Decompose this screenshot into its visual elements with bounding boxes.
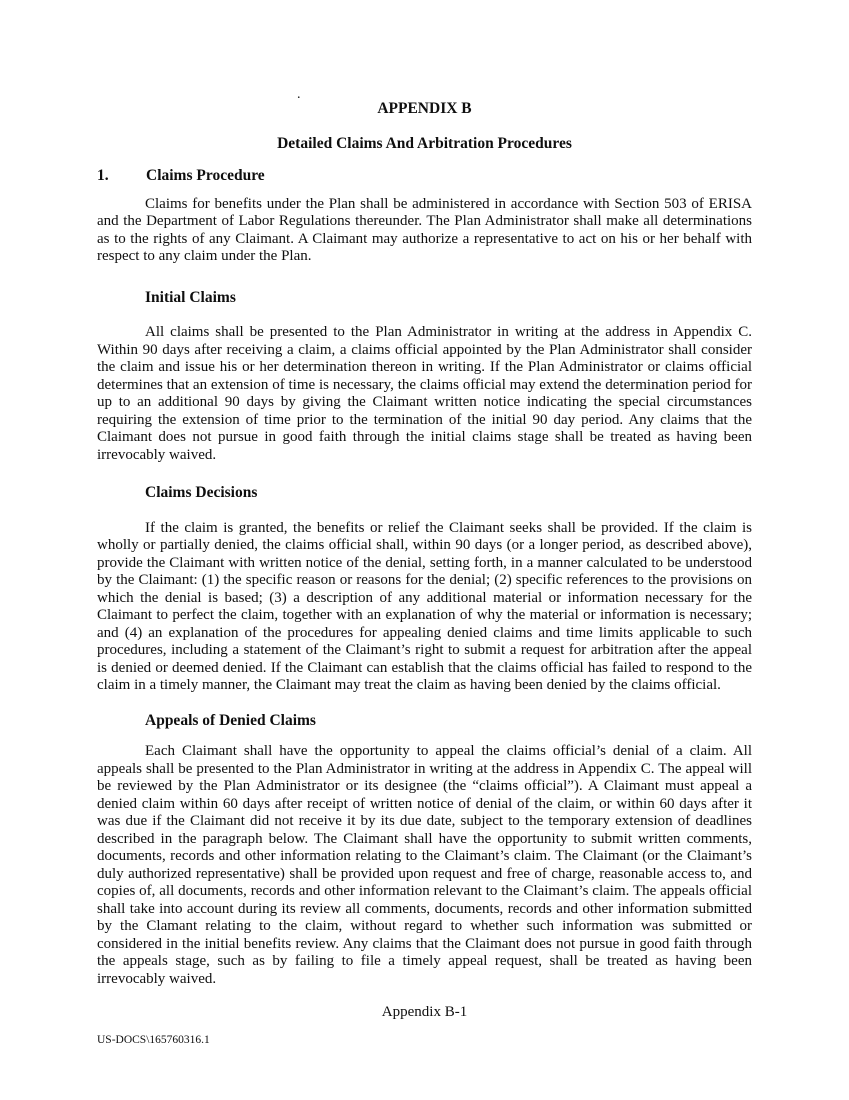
page-subtitle: Detailed Claims And Arbitration Procedures	[277, 134, 572, 152]
document-body	[97, 100, 752, 988]
footer-page-label: Appendix B-1	[381, 1004, 468, 1020]
stray-scan-mark: .	[297, 87, 301, 102]
section-number: 1.	[97, 167, 109, 184]
footer-document-number: US-DOCS\165760316.1	[97, 1034, 210, 1046]
subheading-appeals-of-denied-claims: Appeals of Denied Claims	[145, 711, 316, 729]
subheading-initial-claims: Initial Claims	[145, 288, 236, 306]
subheading-claims-decisions: Claims Decisions	[145, 484, 258, 501]
paragraph-intro: Claims for benefits under the Plan shall be administered in accordance with Section 503 of ERISA and the Department of Labor Regulations thereunder. The Plan Administrator shall make all determinations as to the rights of any Claimant. A Claimant may authorize a representative to act on his or her behalf with respect to any claim under the Plan.	[97, 195, 752, 264]
page-title: APPENDIX B	[377, 100, 472, 117]
section-heading-claims-procedure	[97, 167, 752, 185]
section-heading-label: Claims Procedure	[146, 167, 265, 184]
paragraph-claims-decisions: If the claim is granted, the benefits or relief the Claimant seeks shall be provided. If the claim is wholly or partially denied, the claims official shall, within 90 days (or a longer period, as described above), provide the Claimant with written notice of the denial, setting forth, in a manner calculated to be understood by the Claimant: (1) the specific reason or reasons for the denial; (2) specific references to the provisions on which the denial is based; (3) a description of any additional material or information necessary for the Claimant to perfect the claim, together with an explanation of why the material or information is necessary; and (4) an explanation of the procedures for appealing denied claims and time limits applicable to such procedures, including a statement of the Claimant’s right to submit a request for arbitration after the appeal is denied or deemed denied. If the Claimant can establish that the claims official has failed to respond to the claim in a timely manner, the Claimant may treat the claim as having been denied by the claims official.	[97, 519, 752, 693]
paragraph-appeals-of-denied-claims: Each Claimant shall have the opportunity to appeal the claims official’s denial of a claim. All appeals shall be presented to the Plan Administrator in writing at the address in Appendix C. The appeal will be reviewed by the Plan Administrator or its designee (the “claims official”). A Claimant must appeal a denied claim within 60 days after receipt of written notice of denial of the claim, or within 60 days after it was due if the Claimant did not receive it by its due date, subject to the temporary extension of deadlines described in the paragraph below. The Claimant shall have the opportunity to submit written comments, documents, records and other information relating to the Claimant’s claim. The Claimant (or the Claimant’s duly authorized representative) shall be provided upon request and free of charge, reasonable access to, and copies of, all documents, records and other information relevant to the Claimant’s claim. The appeals official shall take into account during its review all comments, documents, records and other information submitted by the Clamant relating to the claim, without regard to whether such information was submitted or considered in the initial benefits review. Any claims that the Claimant does not pursue in good faith through the appeals stage, such as by failing to file a timely appeal request, shall be treated as having been irrevocably waived.	[97, 743, 752, 987]
paragraph-initial-claims: All claims shall be presented to the Plan Administrator in writing at the address in Appendix C. Within 90 days after receiving a claim, a claims official appointed by the Plan Administrator shall consider the claim and issue his or her determination thereon in writing. If the Plan Administrator or claims official determines that an extension of time is necessary, the claims official may extend the determination period for up to an additional 90 days by giving the Claimant written notice indicating the special circumstances requiring the extension of time prior to the termination of the initial 90 day period. Any claims that the Claimant does not pursue in good faith through the initial claims stage shall be treated as having been irrevocably waived.	[97, 324, 752, 463]
